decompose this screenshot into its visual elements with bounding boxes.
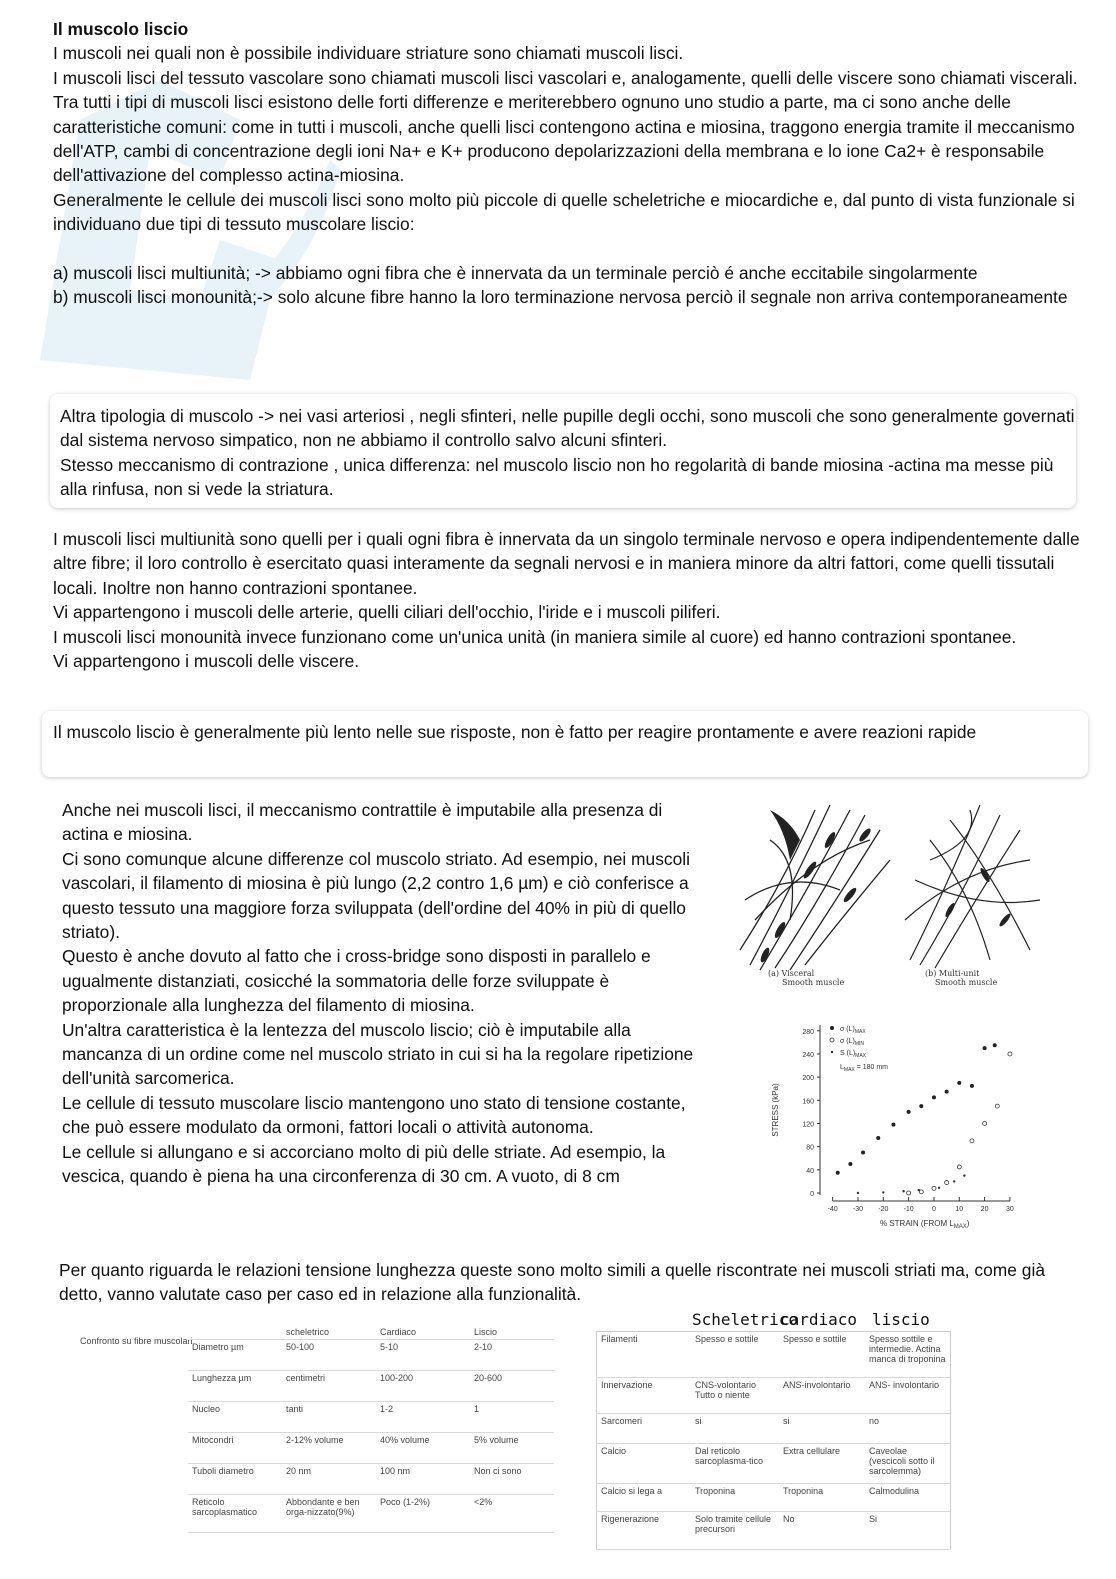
chart-y-tick-label: 120 [802,1121,814,1129]
table-row [188,1495,554,1533]
note1-line-1: Altra tipologia di muscolo -> nei vasi arteriosi , negli sfinteri, nelle pupille degli occhi, sono muscoli che sono generalmente governati dal sistema nervoso simpatico, non ne abbiamo il controllo salvo alcuni sfinteri. [60,406,1075,451]
fiber-comparison-table [188,1325,554,1533]
chart-legend-label: σ $(L)_{MAX}$ [840,1026,866,1035]
table-cell: 2-10 [470,1340,554,1371]
body3-paragraph-2: Ci sono comunque alcune differenze col muscolo striato. Ad esempio, nei muscoli vascolari, il filamento di miosina è più lungo (2,2 contro 1,6 µm) e ciò conferisce a questo tessuto una maggiore forza sviluppata (dell'ordine del 40% in più di quello striato). [62,848,691,943]
chart-point [919,1104,923,1108]
table-cell: <2% [470,1495,554,1533]
table-cell: Troponina [691,1484,779,1512]
table-row [597,1332,951,1378]
table-row [597,1414,951,1444]
chart-point [848,1162,852,1166]
table-cell: Calmodulina [865,1484,951,1512]
chart-point [945,1090,949,1094]
intro-paragraph-2: I muscoli lisci del tessuto vascolare sono chiamati muscoli lisci vascolari e, analogamente, quelli delle viscere sono chiamati viscerali. [53,67,1078,88]
note2-text: Il muscolo liscio è generalmente più lento nelle sue risposte, non è fatto per reagire prontamente e avere reazioni rapide [53,722,977,742]
table-cell: Caveolae (vescicoli sotto il sarcolemma) [865,1444,951,1484]
table-row [597,1444,951,1484]
chart-point [882,1191,884,1193]
chart-point [857,1192,859,1194]
chart-point [953,1180,955,1182]
chart-point [932,1186,936,1190]
table-cell: Poco (1-2%) [376,1495,470,1533]
chart-point [945,1181,949,1185]
table-cell: Solo tramite cellule precursori [691,1512,779,1550]
table-cell: si [779,1414,865,1444]
chart-x-tick-label: -30 [852,1206,864,1213]
chart-point [1008,1052,1012,1056]
chart-point [957,1081,961,1085]
table-cell: Reticolo sarcoplasmatico [188,1495,282,1533]
note-box-2 [42,711,1088,777]
body3-paragraph-4: Un'altra caratteristica è la lentezza del muscolo liscio; ciò è imputabile alla mancanza di un ordine come nel muscolo striato in cui si ha la regolare ripetizione dell'unità sarcomerica. [62,1019,694,1089]
fiber-properties-table [596,1331,951,1550]
chart-y-tick-label: 40 [806,1167,814,1175]
table-cell: ANS-involontario [779,1378,865,1414]
table-cell: Filamenti [597,1332,692,1378]
table1-header-cell [188,1325,282,1340]
table-cell: 50-100 [282,1340,376,1371]
chart-point [983,1046,987,1050]
table-cell: 20-600 [470,1371,554,1402]
chart-x-tick-label: -20 [878,1206,889,1213]
table-cell: Spesso e sottile [691,1332,779,1378]
chart-point [970,1139,974,1143]
chart-point [993,1043,997,1047]
chart-point [907,1110,911,1114]
chart-x-tick-label: -10 [903,1206,914,1213]
table-row [597,1512,951,1550]
note-box-1 [50,394,1076,508]
table-cell: Abbondante e ben orga-nizzato(9%) [282,1495,376,1533]
hand-header-skeletal: Scheletrico [692,1310,798,1329]
table-cell: si [691,1414,779,1444]
table1-header-cell: Cardiaco [376,1325,470,1340]
chart-y-label: STRESS (kPa) [771,1083,780,1137]
table-cell: CNS-volontario Tutto o niente [691,1378,779,1414]
table-cell: 20 nm [282,1464,376,1495]
table-row [188,1464,554,1495]
chart-point [836,1171,840,1175]
table-cell: Diametro µm [188,1340,282,1371]
chart-point [938,1187,940,1189]
body2-paragraph-3: I muscoli lisci monounità invece funzionano come un'unica unità (in maniera simile al cuore) ed hanno contrazioni spontanee. [53,626,1017,647]
table-cell: no [865,1414,951,1444]
chart-y-tick-label: 200 [802,1075,814,1083]
chart-legend-marker [830,1026,834,1030]
body2-paragraph-2: Vi appartengono i muscoli delle arterie, quelli ciliari dell'occhio, l'iride e i muscoli piliferi. [53,602,721,623]
multiunit-section [53,527,1083,673]
table-cell: Spesso sottile e intermedie. Actina manca di troponina [865,1332,951,1378]
table-cell: Spesso e sottile [779,1332,865,1378]
table-cell: Mitocondri [188,1433,282,1464]
table1-header-row [188,1325,554,1340]
page-title: Il muscolo liscio [53,19,189,39]
table-cell: Si [865,1512,951,1550]
figure-label-b: (b) Multi-unit [925,969,980,978]
table-cell: Calcio si lega a [597,1484,692,1512]
chart-point [861,1150,865,1154]
table-cell: ANS- involontario [865,1378,951,1414]
table-cell: 5% volume [470,1433,554,1464]
table-cell: 2-12% volume [282,1433,376,1464]
body2-paragraph-4: Vi appartengono i muscoli delle viscere. [53,651,360,672]
table-cell: 100-200 [376,1371,470,1402]
chart-legend-note: $L_{MAX} = 180$ mm [840,1064,889,1073]
body3-paragraph-3: Questo è anche dovuto al fatto che i cross-bridge sono disposti in parallelo e ugualmente distanziati, cosicché la sommatoria delle forze sviluppate è proporzionale alla lunghezza del filamento di miosina. [62,946,651,1016]
chart-y-tick-label: 0 [810,1191,814,1198]
intro-paragraph-1: I muscoli nei quali non è possibile individuare striature sono chiamati muscoli lisci. [53,43,684,64]
table-cell: Calcio [597,1444,692,1484]
chart-x-tick-label: 0 [932,1206,936,1213]
chart-legend [830,1026,888,1073]
table-row [188,1402,554,1433]
table-cell: Rigenerazione [597,1512,692,1550]
table-cell: 40% volume [376,1433,470,1464]
table-cell: 1 [470,1402,554,1433]
table-cell: 1-2 [376,1402,470,1433]
table-cell: Lunghezza µm [188,1371,282,1402]
table-cell: Extra cellulare [779,1444,865,1484]
table-cell: Troponina [779,1484,865,1512]
chart-point [963,1174,965,1176]
table-cell: Innervazione [597,1378,692,1414]
table-cell: Tuboli diametro [188,1464,282,1495]
chart-y-tick-label: 80 [806,1144,814,1152]
table-cell: centimetri [282,1371,376,1402]
hand-header-cardiac: cardiaco [780,1310,858,1329]
figure-label-a2: Smooth muscle [782,978,845,987]
chart-y-tick-label: 160 [802,1098,814,1106]
chart-legend-label: S $(L)_{MAX}$ [840,1050,867,1059]
contractile-section [62,798,712,1189]
table-cell: No [779,1512,865,1550]
table-cell: Non ci sono [470,1464,554,1495]
chart-point [891,1123,895,1127]
body4-paragraph: Per quanto riguarda le relazioni tensione lunghezza queste sono molto simili a quelle riscontrate nei muscoli striati ma, come già detto, vanno valutate caso per caso ed in relazione alla funzionalità. [59,1260,1045,1305]
chart-point [957,1165,961,1169]
table1-header-cell: scheletrico [282,1325,376,1340]
chart-point [902,1190,904,1192]
chart-point [907,1191,911,1195]
intro-paragraph-3: Tra tutti i tipi di muscoli lisci esistono delle forti differenze e meriterebbero ognuno uno studio a parte, ma ci sono anche delle caratteristiche comuni: come in tutti i muscoli, anche quelli lisci contengono actina e miosina, traggono energia tramite il meccanismo dell'ATP, cambi di concentrazione degli ioni Na+ e K+ producono depolarizzazioni della membrana e lo ione Ca2+ è responsabile dell'attivazione del complesso actina-miosina. [53,92,1075,186]
table-row [597,1484,951,1512]
stress-strain-chart [760,1015,1030,1235]
table-row [188,1340,554,1371]
hand-header-smooth: liscio [872,1310,930,1329]
chart-point [876,1136,880,1140]
chart-point [995,1104,999,1108]
spacer [53,237,1083,261]
chart-x-label: % STRAIN (FROM $L_{MAX}$) [880,1219,970,1230]
body2-paragraph-1: I muscoli lisci multiunità sono quelli per i quali ogni fibra è innervata da un singolo terminale nervoso e opera indipendentemente dalle altre fibre; il loro controllo è esercitato quasi interamente da segnali nervosi e in maniera minore da altri fattori, come quelli tissutali locali. Inoltre non hanno contrazioni spontanee. [53,529,1080,598]
chart-point [983,1121,987,1125]
table-row [597,1378,951,1414]
chart-y-tick-label: 240 [802,1051,814,1059]
body3-paragraph-1: Anche nei muscoli lisci, il meccanismo contrattile è imputabile alla presenza di actina e miosina. [62,800,663,845]
note1-line-2: Stesso meccanismo di contrazione , unica differenza: nel muscolo liscio non ho regolarità di bande miosina -actina ma messe più alla rinfusa, non si vede la striatura. [60,454,1054,500]
tension-section [59,1258,1089,1307]
chart-x-tick-label: 30 [1006,1206,1014,1213]
chart-x-tick-label: -40 [827,1206,838,1213]
smooth-muscle-illustration [730,800,1070,990]
type-a: a) muscoli lisci multiunità; -> abbiamo ogni fibra che è innervata da un terminale perciò é anche eccitabile singolarmente [53,263,978,284]
figure-label-a: (a) Visceral [768,969,815,978]
chart-x-tick-label: 10 [955,1206,964,1213]
table1-caption: Confronto su fibre muscolari [80,1336,193,1346]
table-cell: 100 nm [376,1464,470,1495]
chart-legend-marker [831,1051,833,1053]
table-row [188,1433,554,1464]
table-row [188,1371,554,1402]
intro-section [53,17,1083,310]
table1-header-cell: Liscio [470,1325,554,1340]
intro-paragraph-4: Generalmente le cellule dei muscoli lisci sono molto più piccole di quelle scheletriche e miocardiche e, dal punto di vista funzionale si individuano due tipi di tessuto muscolare liscio: [53,189,1075,235]
table-cell: Dal reticolo sarcoplasma-tico [691,1444,779,1484]
chart-legend-marker [830,1038,834,1042]
table-cell: Nucleo [188,1402,282,1433]
table-cell: 5-10 [376,1340,470,1371]
type-b: b) muscoli lisci monounità;-> solo alcune fibre hanno la loro terminazione nervosa perciò il segnale non arriva contemporaneamente [53,287,1068,308]
body3-paragraph-6: Le cellule si allungano e si accorciano molto di più delle striate. Ad esempio, la vescica, quando è piena ha una circonferenza di 30 cm. A vuoto, di 8 cm [62,1141,666,1187]
table-cell: Sarcomeri [597,1414,692,1444]
chart-legend-label: σ $(L)_{MIN}$ [840,1038,864,1047]
chart-point [918,1189,920,1191]
table-cell: tanti [282,1402,376,1433]
chart-axes [802,1025,1014,1213]
figure-label-b2: Smooth muscle [935,978,998,987]
chart-point [970,1084,974,1088]
body3-paragraph-5: Le cellule di tessuto muscolare liscio mantengono uno stato di tensione costante, che può essere modulato da ormoni, fattori locali o attività autonoma. [62,1092,686,1138]
chart-point [932,1095,936,1099]
chart-y-tick-label: 280 [802,1028,814,1036]
chart-x-tick-label: 20 [980,1206,989,1213]
